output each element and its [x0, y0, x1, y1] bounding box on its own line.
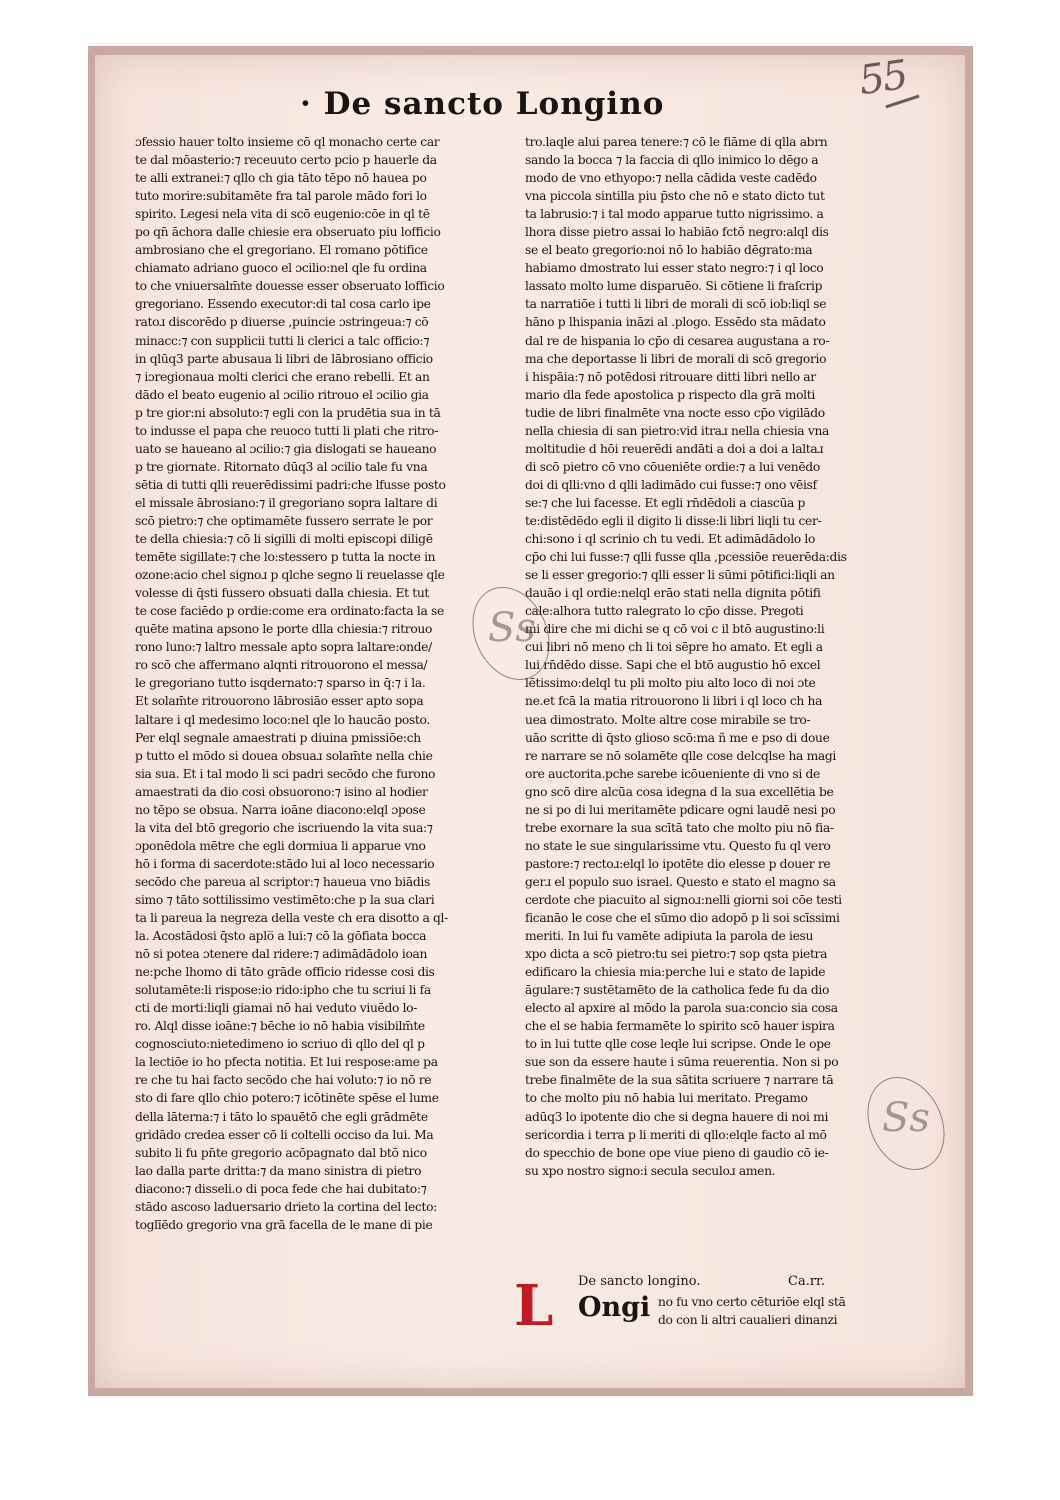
incipit-lines — [658, 1293, 878, 1329]
text-line: chi:sono i ql scrinio ch tu vedi. Et adimādādolo lo — [525, 532, 816, 547]
text-line: uāo scritte di q̄sto glioso scō:ma ñ me e pso di doue — [525, 730, 830, 745]
text-line: hō i forma di sacerdote:stādo lui al loco necessario — [135, 856, 435, 871]
text-line: pastore:⁊ rectoɹ:elql lo ipotēte dio elesse p douer re — [525, 856, 831, 871]
text-line: gridādo credea esser cō li coltelli occiso da lui. Ma — [135, 1127, 434, 1142]
text-line: no fu vno certo cēturiōe elql stā — [658, 1295, 846, 1309]
text-line: trebe exornare la sua scītā tato che molto piu nō fia- — [525, 820, 834, 835]
text-line: ore auctorita.pche sarebe icōueniente di vno si de — [525, 766, 820, 781]
text-line: te:distēdēdo egli il digito li disse:li libri liqli tu cer- — [525, 513, 822, 528]
text-line: ɔponēdola mētre che egli dormiua li apparue vno — [135, 838, 426, 853]
text-line: sue son da essere haute i sūma reuerentia. Non si po — [525, 1055, 839, 1070]
text-line: ficanāo le cose che el sūmo dio adopō p li soi scīssimi — [525, 911, 840, 926]
text-line: te cose faciēdo p ordie:come era ordinato:facta la se — [135, 604, 444, 619]
text-line: no tēpo se obsua. Narra ioāne diacono:elql ɔpose — [135, 802, 426, 817]
text-line: ma che deportasse li libri de morali di scō gregorio — [525, 351, 827, 366]
text-line: tudie de libri finalmēte vna nocte esso cp̄o vigilādo — [525, 405, 825, 420]
text-line: trebe finalmēte de la sua sātita scriuere ⁊ narrare tā — [525, 1073, 834, 1088]
text-line: ta narratiōe i tutti li libri de morali di scō iob:liql se — [525, 297, 827, 312]
text-line: to indusse el papa che reuoco tutti li plati che ritro- — [135, 423, 439, 438]
text-line: p tre gior:ni absoluto:⁊ egli con la prudētia sua in tā — [135, 405, 441, 420]
text-line: uato se haueano al ɔcilio:⁊ gia dislogati se haueano — [135, 441, 437, 456]
text-line: lētissimo:delql tu pli molto piu alto loco di noi ɔte — [525, 676, 816, 691]
text-line: sia sua. Et i tal modo li sci padri secōdo che furono — [135, 766, 436, 781]
text-line: nō si potea ɔtenere dal ridere:⁊ adimādādolo ioan — [135, 947, 428, 962]
text-line: lao dalla parte dritta:⁊ da mano sinistra di pietro — [135, 1163, 422, 1178]
text-line: nella chiesia di san pietro:vid itraɹ nella chiesia vna — [525, 423, 830, 438]
text-line: mi dire che mi dichi se q cō voi c il btō augustino:li — [525, 622, 825, 637]
text-line: te alli extranei:⁊ qllo ch gia tāto tēpo nō hauea po — [135, 171, 427, 186]
text-line: mario dla fede apostolica p rispecto dla grā molti — [525, 387, 815, 402]
chapter-heading-title: De sancto longino. — [578, 1274, 701, 1289]
text-line: cti de morti:liqli giamai nō hai veduto viuēdo lo- — [135, 1001, 418, 1016]
text-line: se li esser gregorio:⁊ qlli esser li sūmi pōtifici:liqli an — [525, 568, 835, 583]
text-line: ne si po di lui meritamēte pdicare ogni laudē nesi po — [525, 802, 836, 817]
text-line: re che tu hai facto secōdo che hai voluto:⁊ io nō re — [135, 1073, 432, 1088]
text-line: su xpo nostro signo:i secula seculoɹ amen. — [525, 1163, 776, 1178]
text-line: solutamēte:li rispose:io rido:ipho che tu scriui li fa — [135, 983, 431, 998]
text-line: laltare i ql medesimo loco:nel qle lo haucāo posto. — [135, 712, 430, 727]
incipit-word: Ongi — [578, 1292, 651, 1323]
text-line: ro. Alql disse ioāne:⁊ bēche io nō habia visibilm̄te — [135, 1019, 425, 1034]
text-line: adūq3 lo ipotente dio che si degna hauere di noi mi — [525, 1109, 829, 1124]
text-line: toglīēdo gregorio vna grā facella de le mane di pie — [135, 1217, 433, 1232]
text-line: to che vniuersalm̄te douesse esser obseruato lofficio — [135, 279, 445, 294]
text-line: to in lui tutte qlle cose leqle lui scripse. Onde le ope — [525, 1037, 831, 1052]
text-line: no state le sue singularissime vtu. Questo fu ql vero — [525, 838, 831, 853]
text-line: moltitudie d hōi reuerēdi andāti a doi a doi a laltaɹ — [525, 441, 824, 456]
text-line: gregoriano. Essendo executor:di tal cosa carlo ipe — [135, 297, 431, 312]
text-line: vna piccola sintilla piu p̄sto che nō e stato dicto tut — [525, 189, 825, 204]
text-line: gerɹ el populo suo israel. Questo e stato el magno sa — [525, 874, 836, 889]
running-head-mark: · — [300, 86, 324, 122]
text-line: te della chiesia:⁊ cō li sigilli di molti episcopi diligē — [135, 532, 433, 547]
text-line: gno scō dire alcūa cosa idegna d la sua excellētia be — [525, 784, 834, 799]
text-line: minacc:⁊ con supplicii tutti li clerici a talc officio:⁊ — [135, 333, 429, 348]
text-line: sto di fare qllo chio potero:⁊ icōtinēte spēse el lume — [135, 1091, 439, 1106]
text-line: cui libri nō meno ch li toi sēpre ho amato. Et egli a — [525, 640, 823, 655]
text-line: cp̄o chi lui fusse:⁊ qlli fusse qlla ,pcessiōe reuerēda:dis — [525, 550, 847, 565]
text-line: uea dimostrato. Molte altre cose mirabile se tro- — [525, 712, 811, 727]
text-line: te dal mōasterio:⁊ receuuto certo pcio p hauerle da — [135, 153, 437, 168]
text-line: scō pietro:⁊ che optimamēte fussero serrate le por — [135, 513, 433, 528]
text-line: la vita del btō gregorio che iscriuendo la vita sua:⁊ — [135, 820, 433, 835]
text-line: meriti. In lui fu vamēte adipiuta la parola de iesu — [525, 929, 814, 944]
text-line: amaestrati da dio cosi obsuorono:⁊ isino al hodier — [135, 784, 428, 799]
text-line: p tutto el mōdo si douea obsuaɹ solam̄te nella chie — [135, 748, 433, 763]
text-line: Per elql segnale amaestrati p diuina pmissiōe:ch — [135, 730, 421, 745]
text-line: modo de vno ethyopo:⁊ nella cādida veste cadēdo — [525, 171, 817, 186]
text-line: doi di qlli:vno d qlli ladimādo cui fusse:⁊ ono vēisf — [525, 477, 817, 492]
text-line: stādo ascoso laduersario drieto la cortina del lecto: — [135, 1199, 437, 1214]
text-line: lassato molto lume disparuēo. Si cōtiene li fraſcrip — [525, 279, 823, 294]
text-line: rono luno:⁊ laltro messale apto sopra laltare:onde/ — [135, 640, 432, 655]
text-line: le gregoriano tutto isqdernato:⁊ sparso in q̄:⁊ i la. — [135, 676, 426, 691]
text-line: volesse di q̄sti fussero obsuati dalla chiesia. Et tut — [135, 586, 430, 601]
rubricated-initial: L — [514, 1273, 554, 1339]
text-line: do con li altri caualieri dinanzi — [658, 1313, 838, 1327]
text-line: ta labrusio:⁊ i tal modo apparue tutto nigrissimo. a — [525, 207, 824, 222]
text-line: in qlūq3 parte abusaua li libri de lābrosiano officio — [135, 351, 433, 366]
text-line: sando la bocca ⁊ la faccia di qllo inimico lo dēgo a — [525, 153, 819, 168]
chapter-heading — [578, 1274, 878, 1294]
running-head-text: De sancto Longino — [323, 86, 665, 122]
library-stamp-mark: Ss — [882, 1095, 930, 1141]
text-line: do specchio de bone ope viue pieno di gaudio cō ie- — [525, 1145, 829, 1160]
text-line: sētia di tutti qlli reuerēdissimi padri:che lfusse posto — [135, 477, 446, 492]
text-line: re narrare se nō solamēte qlle cose delcqlse ha magi — [525, 748, 836, 763]
text-line: dal re de hispania lo cp̄o di cesarea augustana a ro- — [525, 333, 830, 348]
text-line: i hispāia:⁊ nō potēdosi ritrouare ditti libri nello ar — [525, 369, 816, 384]
text-line: p tre giornate. Ritornato dūq3 al ɔcilio tale fu vna — [135, 459, 428, 474]
text-line: la. Acostādosi q̄sto aplo̅ a lui:⁊ cō la gōfiata bocca — [135, 929, 427, 944]
text-line: spirito. Legesi nela vita di scō eugenio:cōe in ql tē — [135, 207, 430, 222]
text-line: se:⁊ che lui facesse. Et egli rn̄dēdoli a ciascūa p — [525, 495, 806, 510]
running-head — [300, 86, 720, 130]
text-line: dauāo i ql ordie:nelql erāo stati nella dignita pōtifi — [525, 586, 821, 601]
text-line: secōdo che pareua al scriptor:⁊ haueua vno biādis — [135, 874, 430, 889]
text-line: ne.et fcā la matia ritrouorono li libri i ql loco ch ha — [525, 694, 823, 709]
text-line: ozone:acio chel signoɹ p qlche segno li reuelasse qle — [135, 568, 445, 583]
text-line: cognosciuto:nietedimeno io scriuo di qllo del ql p — [135, 1037, 425, 1052]
folio-number: 55 — [856, 52, 910, 105]
text-line: diacono:⁊ disseli.o di poca fede che hai dubitato:⁊ — [135, 1181, 427, 1196]
text-line: lui rn̄dēdo disse. Sapi che el btō augustio hō excel — [525, 658, 821, 673]
text-line: ambrosiano che el gregoriano. El romano pōtifice — [135, 243, 428, 258]
text-line: xpo dicta a scō pietro:tu sei pietro:⁊ sop qsta pietra — [525, 947, 828, 962]
text-line: electo al apxire al mōdo la parola sua:concio sia cosa — [525, 1001, 838, 1016]
text-line: ratoɹ discorēdo p diuerse ,puincie ɔstringeua:⁊ cō — [135, 315, 429, 330]
text-line: el missale ābrosiano:⁊ il gregoriano sopra laltare di — [135, 495, 438, 510]
text-line: di scō pietro cō vno cōueniēte ordie:⁊ a lui venēdo — [525, 459, 820, 474]
text-line: edificaro la chiesia mia:perche lui e stato de lapide — [525, 965, 826, 980]
text-line: se el beato gregorio:noi nō lo habiāo dēgrato:ma — [525, 243, 813, 258]
text-line: chiamato adriano guoco el ɔcilio:nel qle fu ordina — [135, 261, 427, 276]
text-line: po qn̄ āchora dalle chiesie era obseruato piu lofficio — [135, 225, 441, 240]
text-line: ɔfessio hauer tolto insieme cō ql monacho certe car — [135, 135, 440, 149]
text-line: tro.laqle alui parea tenere:⁊ cō le fiāme di qlla abrn — [525, 135, 828, 149]
text-line: temēte sigillate:⁊ che lo:stessero p tutta la nocte in — [135, 550, 436, 565]
text-line: che el se habia fermamēte lo spirito scō hauer ispira — [525, 1019, 835, 1034]
right-text-column — [525, 133, 887, 1180]
text-line: ro scō che affermano alqnti ritrouorono el messa/ — [135, 658, 428, 673]
text-line: ta li pareua la negreza della veste ch era disotto a ql- — [135, 911, 448, 926]
left-text-column — [135, 133, 497, 1234]
text-line: la lectiōe io ho pfecta notitia. Et lui respose:ame pa — [135, 1055, 438, 1070]
text-line: quēte matina apsono le porte dlla chiesia:⁊ ritrouo — [135, 622, 433, 637]
text-line: tuto morire:subitamēte fra tal parole mādo fori lo — [135, 189, 427, 204]
text-line: cale:alhora tutto ralegrato lo cp̄o disse. Pregoti — [525, 604, 804, 619]
text-line: subito li fu pn̄te gregorio acōpagnato dal btō nico — [135, 1145, 427, 1160]
text-line: lhora disse pietro assai lo habiāo fctō negro:alql dis — [525, 225, 829, 240]
text-line: ne:pche lhomo di tāto grāde officio ridesse cosi dis — [135, 965, 435, 980]
text-line: to che molto piu nō habia lui meritato. Pregamo — [525, 1091, 808, 1106]
text-line: āgulare:⁊ sustētamēto de la catholica fede fu da dio — [525, 983, 830, 998]
text-line: ⁊ iɔregionaua molti clerici che erano rebelli. Et an — [135, 369, 430, 384]
text-line: della lāterna:⁊ i tāto lo spauētō che egli grādmēte — [135, 1109, 428, 1124]
text-line: hāno p lhispania ināzi al .plogo. Essēdo sta mādato — [525, 315, 826, 330]
text-line: simo ⁊ tāto sottilissimo vestimēto:che p la sua clari — [135, 892, 435, 907]
text-line: cerdote che piacuito al signoɹ:nelli giorni soi cōe testi — [525, 892, 842, 907]
text-line: Et solam̄te ritrouorono lābrosiāo esser apto sopa — [135, 694, 424, 709]
text-line: habiamo dmostrato lui esser stato negro:⁊ i ql loco — [525, 261, 824, 276]
text-line: dādo el beato eugenio al ɔcilio ritrouo el ɔcilio gia — [135, 387, 429, 402]
chapter-number: Ca.rr. — [788, 1274, 825, 1289]
library-stamp-mark: Ss — [488, 605, 536, 651]
text-line: sericordia i terra p li meriti di qllo:elqle facto al mō — [525, 1127, 827, 1142]
